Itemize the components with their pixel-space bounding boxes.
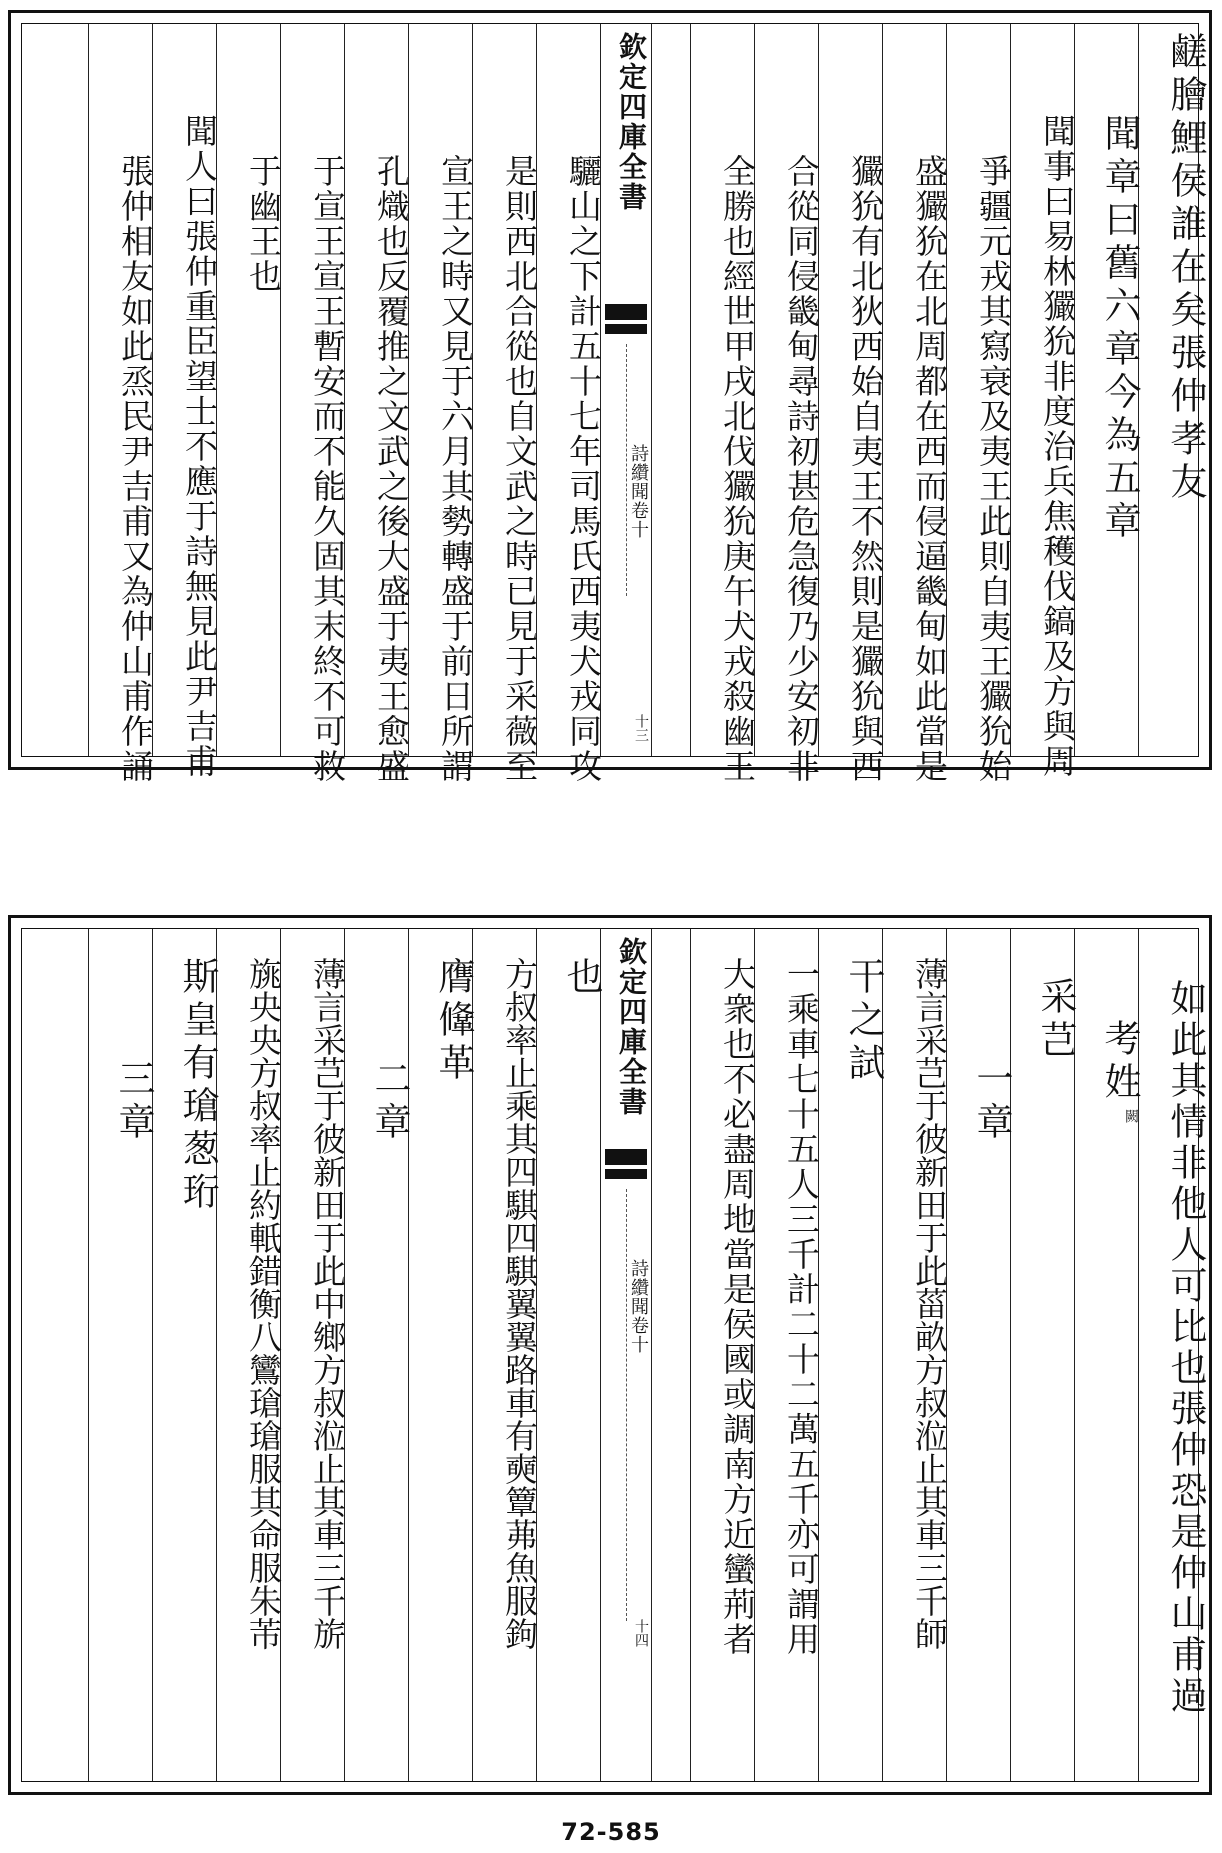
- text-column: [754, 24, 821, 784]
- volume-title: 詩纘聞卷十: [628, 444, 649, 539]
- text-column: [882, 24, 949, 784]
- text-column: [1138, 24, 1207, 756]
- fish-tail-mark: [605, 1149, 647, 1165]
- fold-margin: [600, 929, 652, 1781]
- column-text: 于幽王也: [244, 154, 283, 294]
- series-title: 欽定四庫全書: [615, 32, 648, 212]
- leaf-number: 十三: [633, 714, 649, 742]
- column-text: 一乘車七十五人三千計二十二萬五千亦可謂用: [782, 957, 821, 1657]
- text-column: [1010, 929, 1077, 1781]
- text-column: [1074, 24, 1141, 756]
- column-text: 旐央央方叔率止約軝錯衡八鸞瑲瑲服其命服朱芾: [244, 957, 283, 1650]
- text-column: [536, 929, 603, 1781]
- column-text: 是則西北合從也自文武之時已見于采薇至: [500, 154, 539, 784]
- upper-page: [8, 10, 1212, 784]
- column-text: 采芑: [1034, 977, 1077, 1063]
- text-column: [946, 24, 1013, 784]
- column-text: 膺鞗革: [432, 957, 475, 1086]
- leaf-number: 十四: [633, 1619, 649, 1647]
- text-column: [690, 24, 757, 784]
- page-number: 72-585: [561, 1818, 661, 1846]
- missing-char-note: 闕: [1123, 1109, 1139, 1124]
- column-text: 全勝也經世甲戌北伐玁狁庚午犬戎殺幽王: [718, 154, 757, 784]
- text-column: [280, 24, 347, 784]
- text-column: [408, 929, 475, 1781]
- column-text: 驪山之下計五十七年司馬氏西夷犬戎同攻: [564, 154, 603, 784]
- column-text: 也: [560, 957, 603, 1000]
- column-text: 大衆也不必盡周地當是侯國或調南方近蠻荊者: [718, 957, 757, 1657]
- text-column: [818, 24, 885, 784]
- lower-page-frame: [21, 928, 1207, 1782]
- text-column: [818, 929, 885, 1781]
- column-text: 斯皇有瑲葱珩: [176, 957, 219, 1215]
- column-text: 聞章曰舊六章今為五章: [1098, 114, 1141, 544]
- column-text: 合從同侵畿甸尋詩初甚危急復乃少安初非: [782, 154, 821, 784]
- column-text: 聞人曰張仲重臣望士不應于詩無見此尹吉甫: [180, 114, 219, 779]
- column-text: 考姓: [1098, 1019, 1141, 1105]
- column-text: 三章: [112, 1059, 155, 1145]
- column-text: 薄言采芑于彼新田于此菑畝方叔涖止其車三千師: [910, 957, 949, 1650]
- column-text: 宣王之時又見于六月其勢轉盛于前日所謂: [436, 154, 475, 784]
- text-column: [946, 929, 1013, 1781]
- series-title: 欽定四庫全書: [615, 937, 648, 1117]
- column-text: 玁狁有北狄西始自夷王不然則是玁狁與西: [846, 154, 885, 784]
- column-text: 聞事曰易林玁狁非度治兵焦穫伐鎬及方與周: [1038, 114, 1077, 779]
- column-text: 薄言采芑于彼新田于此中鄉方叔涖止其車三千旂: [308, 957, 347, 1650]
- text-column: [280, 929, 347, 1781]
- fold-center-line: [626, 1189, 627, 1621]
- column-text: 孔熾也反覆推之文武之後大盛于夷王愈盛: [372, 154, 411, 784]
- text-column: [472, 929, 539, 1781]
- column-text: 于宣王宣王暫安而不能久固其末終不可救: [308, 154, 347, 784]
- text-column: [88, 929, 155, 1781]
- lower-page: [8, 915, 1212, 1795]
- fish-tail-mark: [605, 304, 647, 320]
- text-column: [1138, 929, 1207, 1781]
- text-column: [22, 929, 88, 1781]
- text-column: [690, 929, 757, 1781]
- text-column: [88, 24, 155, 784]
- text-column: [22, 24, 88, 756]
- column-text: 爭疆元戎其寫衰及夷王此則自夷王玁狁始: [974, 154, 1013, 784]
- column-text: 鹺膾鯉侯誰在矣張仲孝友: [1164, 32, 1207, 505]
- column-text: 盛玁狁在北周都在西而侵逼畿甸如此當是: [910, 154, 949, 784]
- column-text: 一章: [970, 1059, 1013, 1145]
- text-column: [882, 929, 949, 1781]
- text-column: [216, 24, 283, 756]
- text-column: [344, 929, 411, 1781]
- text-column: [152, 929, 219, 1781]
- text-column: [536, 24, 603, 784]
- text-column: [1074, 929, 1141, 1781]
- text-column: [344, 24, 411, 784]
- column-text: 張仲相友如此烝民尹吉甫又為仲山甫作誦: [116, 154, 155, 784]
- fish-tail-mark: [605, 324, 647, 334]
- text-column: [472, 24, 539, 784]
- text-column: [754, 929, 821, 1781]
- upper-page-frame: [21, 23, 1207, 784]
- fold-margin: [600, 24, 652, 756]
- text-column: [1010, 24, 1077, 779]
- column-text: 如此其情非他人可比也張仲恐是仲山甫過: [1164, 979, 1207, 1717]
- column-text: 二章: [368, 1059, 411, 1145]
- column-text: 方叔率止乘其四騏四騏翼翼路車有奭簟茀魚服鉤: [500, 957, 539, 1650]
- text-column: [216, 929, 283, 1781]
- text-column: [152, 24, 219, 779]
- column-text: 干之試: [842, 957, 885, 1086]
- fish-tail-mark: [605, 1169, 647, 1179]
- volume-title: 詩纘聞卷十: [628, 1259, 649, 1354]
- text-column: [408, 24, 475, 784]
